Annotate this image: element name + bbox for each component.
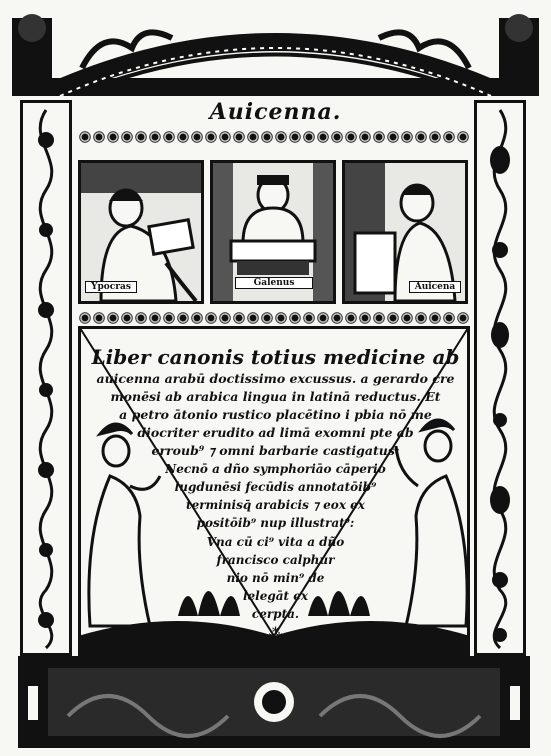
panel-galenus <box>210 160 336 304</box>
panel-caption-galenus: Galenus <box>235 277 313 289</box>
text-line-2: auicenna arabū doctissimo excussus. a gerardo cre <box>96 371 455 386</box>
text-line-8: lugdunēsi fecūdis annotatōib⁹ <box>174 480 377 494</box>
text-line-12: francisco calphur <box>216 553 335 567</box>
panel-caption-ypocras: Ypocras <box>85 281 137 293</box>
text-line-11: Vna cū ci⁹ vita a dño <box>206 535 345 549</box>
text-line-10: positōib⁹ nup illustrat⁹: <box>196 516 355 530</box>
text-line-3: monēsi ab arabica lingua in latinā reductus. Et <box>110 389 441 404</box>
bead-rule-bottom <box>78 311 470 325</box>
panel-auicena <box>342 160 468 304</box>
text-line-4: a petro ātonio rustico placētino i pbia nō me <box>119 407 432 422</box>
text-line-6: erroub⁹ ⁊ omni barbarie castigatus: <box>151 443 400 458</box>
text-line-7: Necnō a dño symphoriāo cāperio <box>165 462 386 476</box>
text-line-15: cerpta. <box>251 607 300 621</box>
panel-ypocras <box>78 160 204 304</box>
text-line-9: terminisq̄ arabicis ⁊ eox ex <box>186 498 365 512</box>
top-arch-ornament <box>12 8 539 96</box>
text-line-1: Liber canonis totius medicine ab <box>91 345 460 369</box>
text-line-5: diocriter erudito ad limā exomni pte ab <box>137 425 414 440</box>
footer-mark: ⁂ <box>268 626 283 642</box>
bottom-border-ornament <box>18 656 530 748</box>
text-line-13: nio nō min⁹ de <box>226 571 325 585</box>
bead-rule-top <box>78 130 470 144</box>
page-title: Auicenna. <box>209 99 342 125</box>
text-line-14: lelegāt ex <box>242 589 309 603</box>
panel-caption-auicena: Auicena <box>409 281 461 293</box>
